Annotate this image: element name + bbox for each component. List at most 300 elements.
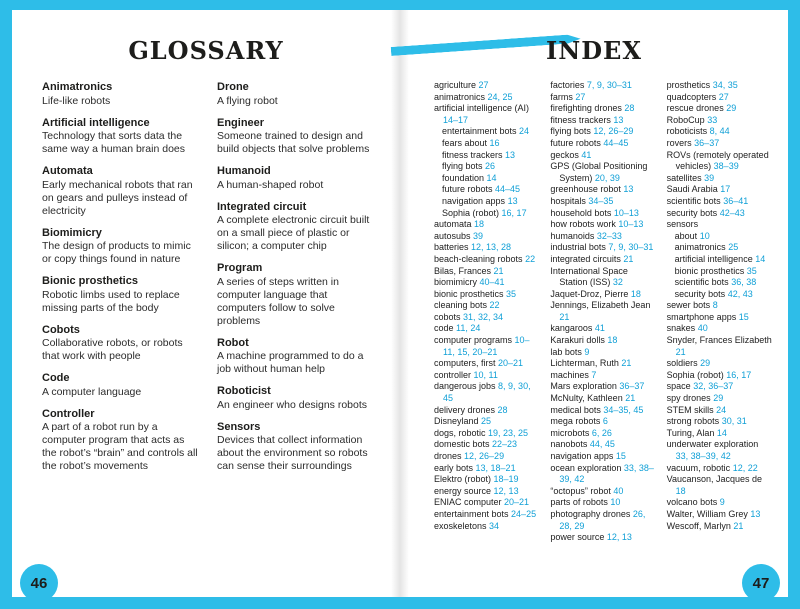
index-entry-label: scientific bots [674, 277, 729, 288]
glossary-definition: A machine programmed to do a job without human help [217, 350, 364, 375]
index-entry-pages: 9 [581, 346, 590, 357]
index-entry-pages: 8, 9, 30, 45 [443, 381, 531, 404]
index-entry-label: lab bots [550, 346, 582, 357]
index-entry [434, 416, 539, 428]
index-entry-pages: 17 [717, 184, 731, 195]
index-entry-pages: 13, 18–21 [473, 462, 516, 473]
index-entry [667, 312, 772, 324]
index-entry [434, 323, 539, 335]
glossary-entry [42, 165, 201, 218]
glossary-definition: A part of a robot run by a computer program that acts as the robot’s “brain” and controls all the robot’s movements [42, 421, 198, 472]
index-entry-pages: 35 [503, 288, 517, 299]
index-entry [434, 509, 539, 521]
index-entry-pages: 34 [486, 520, 500, 531]
glossary-entry [217, 165, 376, 192]
index-entry-pages: 31, 32, 34 [460, 311, 504, 322]
index-entry-label: batteries [434, 242, 469, 253]
glossary-term: Artificial intelligence [42, 116, 150, 129]
index-entry [667, 416, 772, 428]
index-entry-label: STEM skills [666, 404, 714, 415]
glossary-column [42, 81, 201, 482]
index-entry-label: machines [550, 369, 589, 380]
index-entry-pages: 13 [505, 195, 518, 206]
index-entry [434, 184, 539, 196]
index-entry-label: navigation apps [550, 451, 614, 461]
page-number-badge [20, 564, 58, 602]
glossary-entry [42, 372, 201, 399]
index-entry [550, 486, 655, 498]
index-entry-label: Snyder, Frances Elizabeth [666, 335, 772, 346]
glossary-entry [217, 201, 376, 254]
index-entry [550, 289, 655, 301]
index-entry-pages: 16, 17 [723, 369, 752, 380]
index-entry [667, 80, 772, 92]
index-entry [550, 370, 655, 382]
index-entry-pages: 18 [604, 335, 618, 346]
index-entry [667, 126, 772, 138]
index-entry [667, 521, 772, 533]
index-entry [667, 300, 772, 312]
index-entry [550, 126, 655, 138]
index-entry-label: sensors [666, 219, 699, 230]
glossary-entry [42, 324, 201, 364]
index-entry-pages: 29 [723, 103, 737, 114]
index-entry-pages: 9 [717, 497, 725, 508]
index-entry-label: flying bots [550, 126, 591, 137]
index-entry-label: prosthetics [666, 80, 711, 90]
index-entry-label: Jennings, Elizabeth Jean [550, 300, 651, 311]
glossary-term: Bionic prosthetics [42, 275, 138, 287]
glossary-entry [217, 337, 376, 377]
glossary-title: GLOSSARY [128, 36, 284, 65]
index-entry-pages: 27 [476, 80, 489, 90]
index-entry-pages: 41 [592, 323, 605, 334]
index-entry-pages: 26, 28, 29 [559, 508, 646, 531]
index-entry-label: bionic prosthetics [674, 265, 745, 276]
index-entry-pages: 33, 38–39, 42 [675, 451, 731, 461]
index-entry [550, 509, 655, 532]
glossary-column [217, 81, 376, 482]
index-entry-pages: 44, 45 [587, 439, 615, 450]
index-entry-label: spy drones [666, 393, 711, 404]
index-entry-pages: 11, 24 [453, 323, 481, 334]
index-entry-label: drones [434, 451, 462, 461]
index-entry-pages: 13 [610, 114, 624, 125]
index-entry-pages: 7, 9, 30–31 [584, 80, 632, 90]
index-entry [667, 115, 772, 127]
index-entry-label: automata [434, 219, 472, 230]
index-title: INDEX [546, 36, 642, 65]
page-number-badge [742, 564, 780, 602]
index-entry-label: future robots [550, 137, 601, 148]
index-entry [434, 161, 539, 173]
index-entry [434, 80, 539, 92]
page-number: 46 [30, 574, 48, 592]
glossary-definition: Technology that sorts data the same way a human brain does [42, 130, 185, 155]
glossary-definition: Robotic limbs used to replace missing parts of the body [42, 288, 180, 314]
index-entry [667, 463, 772, 475]
index-entry [667, 173, 772, 185]
index-entry-label: factories [550, 80, 585, 90]
glossary-definition: A human-shaped robot [217, 178, 324, 191]
index-entry-pages: 10–13 [615, 219, 644, 230]
index-entry-label: artificial intelligence [674, 253, 753, 264]
index-entry-pages: 33 [704, 114, 718, 125]
index-entry-label: Turing, Alan [666, 427, 715, 438]
index-entry [550, 358, 655, 370]
glossary-definition: Collaborative robots, or robots that work with people [42, 337, 183, 362]
index-entry-label: Disneyland [434, 416, 479, 427]
glossary-term: Integrated circuit [217, 200, 307, 213]
index-entry-label: greenhouse robot [550, 184, 621, 195]
index-entry [550, 80, 655, 92]
index-entry-label: autosubs [434, 230, 471, 241]
page-number: 47 [752, 574, 770, 592]
index-entry-label: rovers [666, 137, 692, 148]
index-entry [667, 335, 772, 358]
index-entry [550, 439, 655, 451]
index-entry [550, 381, 655, 393]
index-entry-label: flying bots [442, 161, 483, 172]
index-entry-label: “octopus” robot [550, 485, 611, 496]
index-entry-label: Saudi Arabia [666, 184, 718, 195]
index-entry [550, 347, 655, 359]
index-entry [550, 451, 655, 463]
glossary-definition: A series of steps written in computer language that computers follow to solve problems [217, 275, 339, 327]
index-entry-pages: 36–37 [691, 137, 720, 148]
index-entry-label: exoskeletons [434, 520, 487, 531]
index-entry [667, 266, 772, 278]
glossary-term: Automata [42, 165, 93, 177]
index-entry-label: GPS (Global Positioning System) [550, 161, 648, 183]
index-entry-label: roboticists [666, 126, 708, 137]
glossary-entry [42, 227, 201, 267]
index-entry-label: controller [434, 369, 472, 380]
index-entry-pages: 34–35 [585, 195, 614, 206]
index-entry-pages: 16 [487, 137, 500, 148]
index-entry-label: about [674, 230, 698, 241]
index-entry-pages: 20–21 [501, 497, 530, 508]
index-entry-pages: 22 [522, 253, 536, 264]
index-entry [434, 428, 539, 440]
index-entry-label: scientific bots [666, 195, 721, 206]
index-entry [434, 474, 539, 486]
index-entry [667, 150, 772, 173]
glossary-entry [217, 262, 376, 328]
index-entry-label: nanobots [550, 439, 588, 450]
index-entry-label: household bots [550, 207, 612, 218]
glossary-definition: Life-like robots [42, 94, 111, 107]
index-entry-pages: 18 [675, 485, 686, 496]
index-entry [667, 474, 772, 497]
index-entry-label: Karakuri dolls [550, 335, 605, 346]
glossary-entry [42, 275, 201, 315]
index-entry [667, 196, 772, 208]
index-entry [550, 196, 655, 208]
index-entry [550, 405, 655, 417]
index-entry-pages: 21 [618, 358, 632, 369]
index-entry-label: McNulty, Kathleen [550, 393, 623, 404]
index-entry [434, 451, 539, 463]
index-entry-label: cobots [434, 311, 461, 322]
index-entry [434, 358, 539, 370]
index-entry-pages: 18 [471, 219, 485, 230]
index-entry-label: cleaning bots [434, 300, 488, 311]
index-entry-label: security bots [674, 288, 726, 299]
index-entry-label: volcano bots [666, 497, 718, 508]
index-entry [667, 405, 772, 417]
index-entry-label: Wescoff, Marlyn [666, 520, 731, 531]
index-entry-pages: 12, 26–29 [461, 451, 505, 461]
index-entry-pages: 25 [478, 416, 492, 427]
index-entry [550, 254, 655, 266]
index-entry [667, 509, 772, 521]
index-entry [550, 103, 655, 115]
index-entry-pages: 32, 36–37 [690, 381, 734, 392]
index-entry-label: hospitals [550, 195, 586, 206]
glossary-entry [217, 385, 376, 412]
glossary-page [12, 10, 400, 597]
index-entry-pages: 6 [600, 416, 608, 427]
index-entry [550, 219, 655, 231]
index-entry-pages: 12, 22 [730, 462, 758, 473]
index-entry-label: industrial bots [550, 242, 606, 253]
index-entry-pages: 22–23 [489, 439, 518, 450]
index-entry-pages: 40 [610, 485, 624, 496]
index-entry [667, 219, 772, 231]
index-entry-label: fears about [442, 137, 488, 148]
index-entry [667, 393, 772, 405]
index-entry [434, 242, 539, 254]
index-entry-pages: 18 [628, 288, 641, 299]
index-entry-pages: 40 [695, 323, 708, 334]
index-entry-pages: 33, 38–39, 42 [559, 462, 654, 485]
index-entry [550, 335, 655, 347]
glossary-term: Controller [42, 407, 95, 420]
index-entry-pages: 36–41 [720, 195, 749, 206]
index-entry [434, 300, 539, 312]
index-entry-pages: 12, 13, 28 [468, 242, 512, 253]
index-entry [667, 254, 772, 266]
index-entry-pages: 12, 26–29 [590, 126, 634, 137]
index-entry [667, 323, 772, 335]
glossary-definition: A complete electronic circuit built on a small piece of plastic or silicon; a computer chip [217, 214, 370, 252]
index-column [550, 80, 655, 544]
index-entry [550, 150, 655, 162]
glossary-term: Sensors [217, 420, 261, 433]
index-entry [434, 103, 539, 126]
index-entry [667, 370, 772, 382]
index-entry-label: ocean exploration [550, 462, 622, 473]
index-entry-label: security bots [666, 207, 718, 218]
index-entry [550, 532, 655, 544]
index-entry [667, 358, 772, 370]
glossary-entry [217, 81, 376, 108]
index-entry [434, 312, 539, 324]
glossary-definition: Early mechanical robots that ran on gears and pulleys instead of electricity [42, 178, 193, 217]
index-entry-pages: 36–37 [616, 381, 645, 392]
index-entry-pages: 10, 11 [471, 369, 498, 380]
glossary-term: Program [217, 262, 263, 274]
index-entry-label: agriculture [434, 80, 477, 90]
index-entry [434, 173, 539, 185]
index-entry-pages: 14–17 [443, 114, 469, 125]
index-entry-label: future robots [442, 184, 493, 195]
index-entry [434, 486, 539, 498]
index-entry-pages: 38–39 [711, 161, 739, 172]
index-entry-pages: 36, 38 [728, 277, 757, 288]
index-entry-label: dogs, robotic [434, 427, 486, 438]
index-entry-pages: 15 [736, 311, 749, 322]
index-entry-label: ENIAC computer [434, 497, 502, 508]
index-entry-pages: 12, 13 [491, 485, 519, 496]
index-entry-pages: 20–21 [495, 358, 524, 369]
index-entry [434, 277, 539, 289]
index-entry-label: humanoids [550, 230, 595, 241]
index-entry [434, 439, 539, 451]
index-entry-pages: 44–45 [492, 184, 521, 195]
index-entry-label: kangaroos [550, 323, 593, 334]
index-entry-label: farms [550, 91, 573, 102]
index-entry-label: early bots [434, 462, 474, 473]
index-entry [550, 497, 655, 509]
index-entry-pages: 27 [572, 91, 586, 102]
glossary-definition: Someone trained to design and build objects that solve problems [217, 130, 370, 155]
glossary-term: Engineer [217, 116, 265, 129]
index-entry-pages: 41 [578, 149, 592, 160]
glossary-term: Animatronics [42, 81, 113, 93]
index-entry-label: underwater exploration [666, 439, 759, 450]
index-entry [550, 300, 655, 323]
index-entry-label: medical bots [550, 404, 601, 415]
index-entry-pages: 34, 35 [710, 80, 738, 90]
index-entry-label: artificial intelligence (AI) [434, 103, 530, 114]
index-entry-pages: 13 [747, 508, 761, 519]
index-entry-pages: 10 [607, 497, 621, 508]
index-entry-label: Mars exploration [550, 381, 617, 392]
index-entry [550, 92, 655, 104]
index-entry-label: power source [550, 532, 605, 543]
index-entry-label: foundation [442, 172, 485, 183]
index-entry-label: smartphone apps [666, 311, 737, 322]
index-entry [550, 393, 655, 405]
index-entry-pages: 18–19 [491, 474, 519, 485]
index-entry-pages: 32–33 [594, 230, 622, 241]
glossary-term: Drone [217, 81, 249, 93]
index-entry-label: Bilas, Frances [434, 265, 492, 276]
index-entry-label: microbots [550, 427, 590, 438]
index-entry-pages: 10–11, 15, 20–21 [443, 335, 530, 357]
glossary-definition: An engineer who designs robots [217, 398, 368, 411]
index-entry [667, 231, 772, 243]
index-entry [667, 208, 772, 220]
glossary-entry [42, 117, 201, 157]
index-entry-label: entertainment bots [442, 126, 517, 137]
index-entry [434, 231, 539, 243]
index-entry [550, 208, 655, 220]
index-entry [434, 381, 539, 404]
index-entry-label: dangerous jobs [434, 381, 496, 392]
index-entry [434, 219, 539, 231]
index-entry [434, 254, 539, 266]
index-entry-label: satellites [666, 172, 702, 183]
index-entry-pages: 44–45 [600, 137, 629, 148]
index-entry-label: photography drones [550, 508, 631, 519]
index-entry-pages: 42, 43 [725, 288, 753, 299]
index-entry-pages: 19, 23, 25 [485, 427, 529, 438]
index-entry [667, 103, 772, 115]
index-entry-pages: 24–25 [508, 508, 537, 519]
index-entry-pages: 14 [714, 427, 727, 438]
index-entry [667, 428, 772, 440]
index-entry-pages: 14 [752, 253, 766, 264]
index-entry-label: biomimicry [434, 277, 478, 288]
index-entry-label: parts of robots [550, 497, 608, 508]
index-entry-label: snakes [666, 323, 696, 334]
index-entry-label: quadcopters [666, 91, 717, 102]
glossary-entry [217, 117, 376, 157]
index-entry-pages: 20, 39 [592, 172, 620, 183]
index-entry-label: International Space Station (ISS) [550, 265, 628, 288]
index-entry-pages: 10–13 [611, 207, 639, 218]
index-page [400, 10, 788, 597]
index-entry [434, 521, 539, 533]
index-entry [434, 196, 539, 208]
index-entry-label: Lichterman, Ruth [550, 358, 619, 369]
index-entry [550, 138, 655, 150]
index-entry-pages: 28 [495, 404, 508, 415]
index-entry-pages: 6, 26 [589, 427, 612, 438]
index-entry-label: firefighting drones [550, 103, 622, 114]
index-column [667, 80, 772, 544]
index-entry [434, 405, 539, 417]
glossary-entry [42, 81, 201, 108]
index-entry-label: domestic bots [434, 439, 490, 450]
index-entry-pages: 24 [516, 126, 530, 137]
index-entry-label: computers, first [434, 358, 496, 369]
index-entry-label: fitness trackers [442, 149, 503, 160]
index-entry-pages: 40–41 [477, 277, 505, 288]
index-column [434, 80, 539, 544]
glossary-definition: Devices that collect information about the environment so robots can sense their surroundings [217, 434, 368, 472]
index-entry-label: how robots work [550, 219, 616, 230]
index-entry [550, 266, 655, 289]
index-entry-label: beach-cleaning robots [434, 253, 523, 264]
index-entry-label: strong robots [666, 416, 720, 427]
index-columns [400, 65, 788, 544]
glossary-term: Robot [217, 336, 249, 349]
index-entry-label: animatronics [674, 242, 726, 253]
index-entry [667, 439, 772, 462]
index-entry [434, 150, 539, 162]
glossary-columns [12, 65, 400, 482]
glossary-term: Humanoid [217, 165, 271, 177]
index-entry-pages: 13 [502, 149, 516, 160]
index-entry-label: energy source [434, 485, 492, 496]
index-entry-pages: 13 [620, 184, 634, 195]
glossary-term: Cobots [42, 323, 80, 336]
index-entry [667, 381, 772, 393]
index-entry-pages: 8 [710, 300, 718, 311]
index-entry-label: Jaquet-Droz, Pierre [550, 288, 629, 299]
index-entry-pages: 27 [716, 91, 729, 102]
index-entry-label: geckos [550, 149, 579, 160]
index-entry [434, 126, 539, 138]
index-entry [434, 266, 539, 278]
index-entry-pages: 8, 44 [707, 126, 730, 137]
index-entry-label: Elektro (robot) [434, 474, 492, 485]
index-entry [667, 138, 772, 150]
